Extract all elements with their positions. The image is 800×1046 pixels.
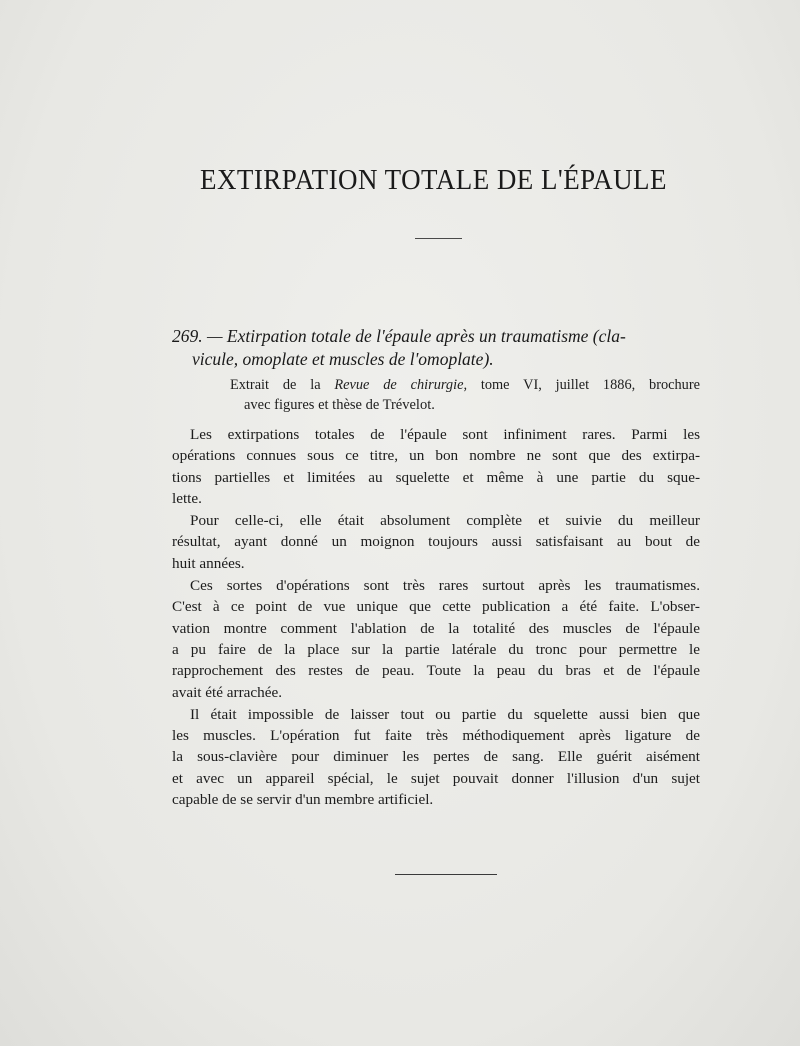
entry-heading (172, 325, 702, 371)
paragraph-line: résultat, ayant donné un moignon toujours aussi satisfaisant au bout de (172, 533, 700, 551)
paragraph-line: huit années. (172, 554, 245, 572)
entry-heading-text-1: — Extirpation totale de l'épaule après un traumatisme (cla- (202, 326, 626, 346)
title-divider (415, 238, 462, 239)
source-prefix: Extrait de la (230, 377, 335, 393)
source-citation (230, 375, 700, 415)
paragraph-line: Les extirpations totales de l'épaule sont infiniment rares. Parmi les (190, 426, 700, 443)
entry-heading-line-1 (172, 325, 702, 348)
paragraph-line: tions partielles et limitées au squelette et même à une partie du sque- (172, 468, 700, 486)
paragraph-2 (172, 510, 700, 574)
paragraph-line: rapprochement des restes de peau. Toute la peau du bras et de l'épaule (172, 662, 700, 680)
end-divider (395, 874, 497, 875)
paragraph-line: a pu faire de la place sur la partie latérale du tronc pour permettre le (172, 640, 700, 658)
paragraph-line: opérations connues sous ce titre, un bon nombre ne sont que des extirpa- (172, 447, 700, 465)
paragraph-line: vation montre comment l'ablation de la totalité des muscles de l'épaule (172, 619, 700, 637)
paragraph-line: Ces sortes d'opérations sont très rares surtout après les traumatismes. (190, 577, 700, 595)
entry-number: 269. (172, 326, 203, 346)
source-suffix: tome VI, juillet 1886, brochure (467, 377, 700, 393)
paragraph-line: les muscles. L'opération fut faite très méthodiquement après ligature de (172, 727, 700, 745)
source-journal: Revue de chirurgie, (334, 377, 468, 393)
paragraph-line: capable de se servir d'un membre artificiel. (172, 791, 434, 809)
source-line-2: avec figures et thèse de Trévelot. (244, 397, 435, 413)
page-title: EXTIRPATION TOTALE DE L'ÉPAULE (200, 164, 667, 196)
body-text (172, 424, 700, 811)
paragraph-line: lette. (172, 489, 202, 507)
paragraph-line: et avec un appareil spécial, le sujet pouvait donner l'illusion d'un sujet (172, 769, 700, 787)
paragraph-line: avait été arrachée. (172, 683, 283, 701)
paragraph-line: C'est à ce point de vue unique que cette publication a été faite. L'obser- (172, 598, 700, 616)
source-line-1 (230, 375, 700, 395)
paragraph-line: Il était impossible de laisser tout ou partie du squelette aussi bien que (190, 705, 700, 723)
paragraph-1 (172, 424, 700, 509)
paragraph-4 (172, 704, 700, 810)
entry-heading-line-2: vicule, omoplate et muscles de l'omoplate). (192, 349, 494, 369)
paragraph-3 (172, 575, 700, 703)
paragraph-line: Pour celle-ci, elle était absolument complète et suivie du meilleur (190, 512, 700, 530)
paragraph-line: la sous-clavière pour diminuer les pertes de sang. Elle guérit aisément (172, 748, 700, 766)
